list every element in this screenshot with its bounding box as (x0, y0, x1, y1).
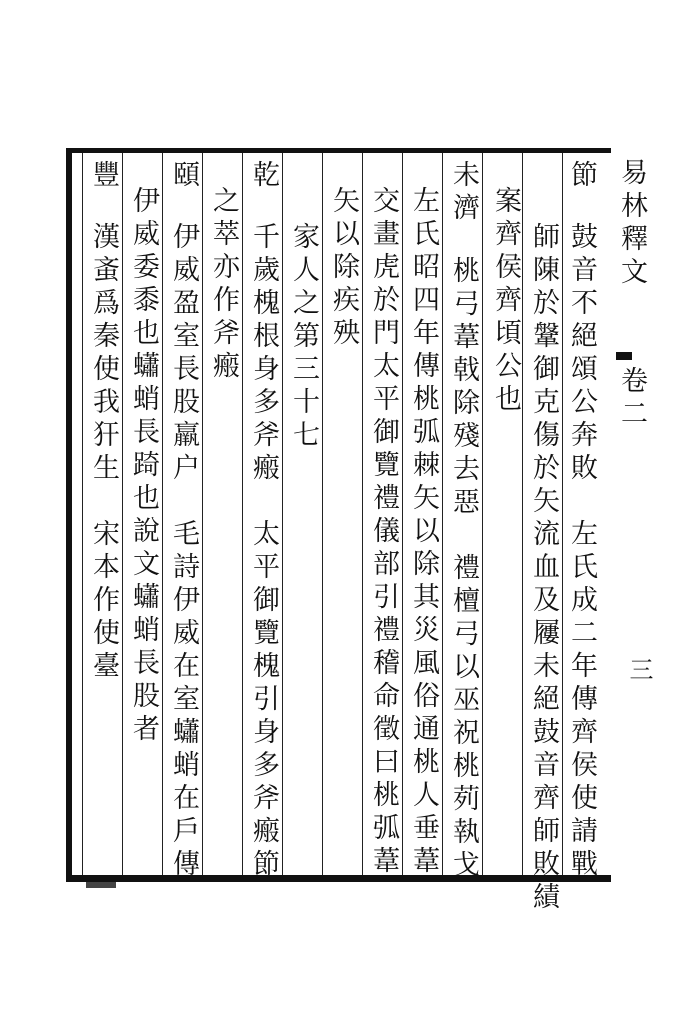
text-column: 伊威盈室長股羸户 毛詩伊威在室蠨蛸在戶傳 (168, 222, 199, 882)
column-rule (522, 153, 523, 875)
column-rule (282, 153, 283, 875)
page-number: 三 (625, 657, 653, 681)
text-column: 伊威委黍也蠨蛸長踦也說文蠨蛸長股者 (128, 186, 159, 747)
text-column-lead: 頤 (168, 160, 199, 193)
text-column: 家人之第三十七 (288, 222, 319, 453)
column-rule (402, 153, 403, 875)
text-column: 鼓音不絕頌公奔敗 左氏成二年傳齊侯使請戰 (566, 222, 597, 882)
column-rule (362, 153, 363, 875)
text-column: 漢蚉爲秦使我犴生 宋本作使臺 (88, 222, 119, 684)
text-column: 桃弓葦戟除殘去惡 禮檀弓以巫祝桃茢執戈 (448, 256, 479, 883)
margin-volume: 卷二 (616, 366, 647, 432)
column-rule (162, 153, 163, 875)
text-column: 師陳於鞶御克傷於矢流血及屨未絕鼓音齊師敗績 (528, 222, 559, 915)
library-stamp (86, 882, 116, 888)
text-column-lead: 未濟 (448, 160, 479, 226)
fishtail-mark (616, 352, 632, 360)
text-column: 之萃亦作斧瘢 (208, 186, 239, 384)
column-rule (322, 153, 323, 875)
text-column-lead: 節 (566, 160, 597, 193)
text-column: 千歲槐根身多斧瘢 太平御覽槐引身多斧瘢節 (248, 222, 279, 882)
column-rule (562, 153, 563, 875)
text-column-lead: 豐 (88, 160, 119, 193)
text-column: 左氏昭四年傳桃弧棘矢以除其災風俗通桃人垂葦 (408, 186, 439, 879)
column-rule (82, 153, 83, 875)
frame-left-border (66, 148, 72, 882)
text-column: 矢以除疾殃 (328, 186, 359, 351)
frame-top-border (66, 148, 611, 153)
text-column: 交畫虎於門太平御覽禮儀部引禮稽命徵曰桃弧葦 (368, 186, 399, 879)
margin-title: 易林釋文 (616, 158, 647, 290)
text-column-lead: 乾 (248, 160, 279, 193)
column-rule (202, 153, 203, 875)
column-rule (122, 153, 123, 875)
column-rule (442, 153, 443, 875)
column-rule (482, 153, 483, 875)
text-column: 案齊侯齊頃公也 (490, 186, 521, 417)
column-rule (242, 153, 243, 875)
